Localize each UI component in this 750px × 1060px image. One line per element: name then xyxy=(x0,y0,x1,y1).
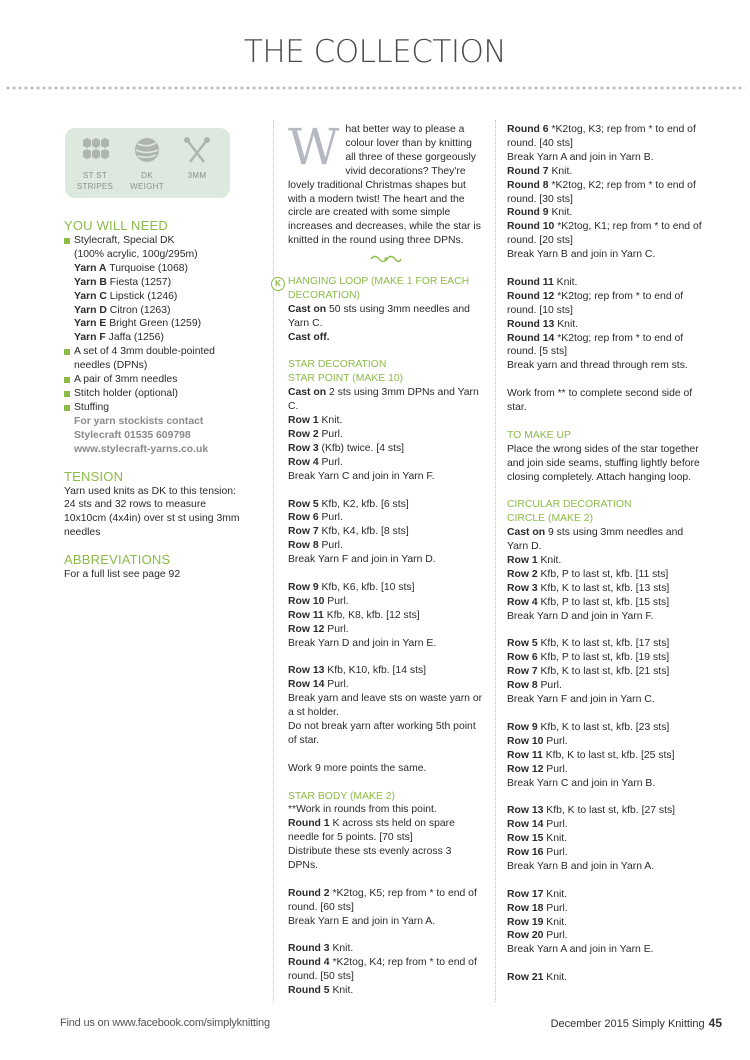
needles-icon xyxy=(182,136,212,164)
instruction: Break Yarn D and join in Yarn E. xyxy=(288,637,437,649)
drop-cap: W xyxy=(288,118,340,176)
pattern-column-right xyxy=(507,123,707,985)
instruction: Break Yarn E and join in Yarn A. xyxy=(288,915,436,927)
instruction: Break Yarn A and join in Yarn E. xyxy=(507,944,654,956)
row: Row 2 Purl. xyxy=(288,429,343,441)
dotted-divider xyxy=(5,86,745,90)
yarn-item: Yarn C Lipstick (1246) xyxy=(74,290,178,302)
row: Row 12 Purl. xyxy=(288,623,349,635)
instruction: Distribute these sts evenly across 3 DPNs. xyxy=(288,846,452,872)
round: Round 7 Knit. xyxy=(507,165,573,177)
round: Round 10 *K2tog, K1; rep from * to end of round. [20 sts] xyxy=(507,221,702,247)
row: Row 7 Kfb, K4, kfb. [8 sts] xyxy=(288,526,409,538)
instruction: Break yarn and thread through rem sts. xyxy=(507,360,688,372)
intro-paragraph: W hat better way to please a colour lover than by knitting all three of these gorgeously vivid decorations? They're lovely traditional Christmas shapes but with a modern twist! The heart and the circle are created with some simple increases and decreases, while the star is knitted in the round using three DPNs. xyxy=(288,118,481,247)
row: Row 19 Knit. xyxy=(507,916,568,928)
list-item: A set of 4 3mm double-pointed needles (DPNs) xyxy=(64,345,244,373)
round: Round 11 Knit. xyxy=(507,276,578,288)
row: Row 14 Purl. xyxy=(507,819,568,831)
row: Row 10 Purl. xyxy=(507,735,568,747)
instruction: Break Yarn A and join in Yarn B. xyxy=(507,151,654,163)
issue-label: December 2015 Simply Knitting xyxy=(550,1018,705,1030)
stockist-phone: Stylecraft 01535 609798 xyxy=(74,429,191,441)
round: Round 1 K across sts held on spare needle for 5 points. [70 sts] xyxy=(288,818,455,844)
abbreviations-text: For a full list see page 92 xyxy=(64,569,181,581)
pattern-column-middle xyxy=(275,118,484,998)
yarn-item: Yarn E Bright Green (1259) xyxy=(74,318,202,330)
row: Row 1 Knit. xyxy=(288,415,343,427)
you-will-need-heading: YOU WILL NEED xyxy=(64,218,168,233)
row: Row 8 Purl. xyxy=(507,680,562,692)
row: Row 6 Purl. xyxy=(288,512,343,524)
instruction: Do not break yarn after working 5th point of star. xyxy=(288,721,476,746)
instruction: Cast off. xyxy=(288,331,330,343)
row: Row 18 Purl. xyxy=(507,902,568,914)
make-up-heading: TO MAKE UP xyxy=(507,429,571,441)
round: Round 13 Knit. xyxy=(507,318,579,330)
row: Row 17 Knit. xyxy=(507,888,568,900)
flourish-icon xyxy=(369,254,403,264)
row: Row 12 Purl. xyxy=(507,763,568,775)
tension-text: Yarn used knits as DK to this tension: 24 sts and 32 rows to measure 10x10cm (4x4in) over st st using 3mm needles xyxy=(64,485,240,539)
row: Row 5 Kfb, K to last st, kfb. [17 sts] xyxy=(507,638,670,650)
round: Round 6 *K2tog, K3; rep from * to end of round. [40 sts] xyxy=(507,124,696,149)
instruction: Break Yarn C and join in Yarn F. xyxy=(288,470,435,482)
round: Round 5 Knit. xyxy=(288,985,354,997)
st-st-stripes: ST ST STRIPES xyxy=(71,136,119,191)
page-number: 45 xyxy=(708,1016,722,1030)
row: Row 11 Kfb, K to last st, kfb. [25 sts] xyxy=(507,749,675,761)
yarn-item: Yarn F Jaffa (1256) xyxy=(74,332,164,344)
round: Round 8 *K2tog, K2; rep from * to end of round. [30 sts] xyxy=(507,179,696,205)
row: Row 8 Purl. xyxy=(288,540,343,552)
page-title: THE COLLECTION xyxy=(243,34,507,70)
stockist-line: For yarn stockists contact xyxy=(74,415,204,427)
stockist-website[interactable]: www.stylecraft-yarns.co.uk xyxy=(74,443,209,455)
row: Row 15 Knit. xyxy=(507,833,568,845)
instruction: Break Yarn B and join in Yarn A. xyxy=(507,860,655,872)
yarn-item: Yarn D Citron (1263) xyxy=(74,304,171,316)
round: Round 12 *K2tog; rep from * to end of round. [10 sts] xyxy=(507,290,684,316)
tension-heading: TENSION xyxy=(64,468,124,484)
row: Row 9 Kfb, K6, kfb. [10 sts] xyxy=(288,581,415,593)
row: Row 16 Purl. xyxy=(507,847,568,859)
instruction: Cast on 2 sts using 3mm DPNs and Yarn C. xyxy=(288,387,479,413)
sidebar-column xyxy=(64,218,244,582)
instruction: Break Yarn F and join in Yarn C. xyxy=(507,694,655,706)
round: Round 3 Knit. xyxy=(288,943,354,955)
row: Row 2 Kfb, P to last st, kfb. [11 sts] xyxy=(507,568,669,580)
dk-weight: DK WEIGHT xyxy=(123,136,171,191)
yarn-item: Yarn B Fiesta (1257) xyxy=(74,276,172,288)
instruction: Work from ** to complete second side of star. xyxy=(507,388,693,414)
round: Round 4 *K2tog, K4; rep from * to end of round. [50 sts] xyxy=(288,957,477,983)
column-divider xyxy=(273,120,274,1002)
instruction: Break Yarn F and join in Yarn D. xyxy=(288,554,436,566)
needle-size: 3MM xyxy=(173,136,221,180)
yarn-list xyxy=(64,262,244,345)
row: Row 10 Purl. xyxy=(288,595,349,607)
row: Row 7 Kfb, K to last st, kfb. [21 sts] xyxy=(507,666,670,678)
list-item: Stitch holder (optional) xyxy=(64,387,244,401)
circle-heading: CIRCULAR DECORATION xyxy=(507,499,632,511)
instruction: Work 9 more points the same. xyxy=(288,762,427,774)
row: Row 5 Kfb, K2, kfb. [6 sts] xyxy=(288,498,409,510)
round: Round 2 *K2tog, K5; rep from * to end of round. [60 sts] xyxy=(288,887,477,913)
star-body-heading: STAR BODY (MAKE 2) xyxy=(288,790,396,802)
circle-sub-heading: CIRCLE (MAKE 2) xyxy=(507,513,594,525)
row: Row 13 Kfb, K10, kfb. [14 sts] xyxy=(288,665,427,677)
list-item: Stylecraft, Special DK (100% acrylic, 100g/295m) xyxy=(64,234,244,262)
row: Row 3 Kfb, K to last st, kfb. [13 sts] xyxy=(507,582,670,594)
row: Row 6 Kfb, P to last st, kfb. [19 sts] xyxy=(507,652,670,664)
instruction: **Work in rounds from this point. xyxy=(288,804,437,816)
facebook-link[interactable]: Find us on www.facebook.com/simplyknitting xyxy=(60,1017,270,1029)
footer-issue xyxy=(551,1016,722,1030)
instruction: Cast on 9 sts using 3mm needles and Yarn D. xyxy=(507,527,684,553)
row: Row 4 Purl. xyxy=(288,456,343,468)
yarn-item: Yarn A Turquoise (1068) xyxy=(74,262,188,274)
star-heading: STAR DECORATION xyxy=(288,359,387,371)
round: Round 14 *K2tog; rep from * to end of round. [5 sts] xyxy=(507,332,684,358)
pattern-info-box xyxy=(65,128,230,198)
column-divider xyxy=(495,120,496,1002)
make-up-text: Place the wrong sides of the star together and join side seams, stuffing lightly before closing completely. Attach hanging loop. xyxy=(507,443,700,483)
instruction: Break Yarn B and join in Yarn C. xyxy=(507,249,656,261)
row: Row 11 Kfb, K8, kfb. [12 sts] xyxy=(288,609,420,621)
instruction: Break Yarn C and join in Yarn B. xyxy=(507,777,656,789)
star-point-heading: STAR POINT (MAKE 10) xyxy=(288,373,404,385)
hanging-loop-heading: K HANGING LOOP (MAKE 1 FOR EACH DECORATION) xyxy=(288,275,484,303)
knit-k-badge: K xyxy=(271,277,285,291)
instruction: Break Yarn D and join in Yarn F. xyxy=(507,610,654,622)
row: Row 20 Purl. xyxy=(507,930,568,942)
row: Row 3 (Kfb) twice. [4 sts] xyxy=(288,442,405,454)
list-item: Stuffing xyxy=(64,401,244,415)
row: Row 1 Knit. xyxy=(507,555,562,567)
list-item: A pair of 3mm needles xyxy=(64,373,244,387)
row: Row 21 Knit. xyxy=(507,972,568,984)
st-st-stripes-icon xyxy=(80,136,110,164)
row: Row 9 Kfb, K to last st, kfb. [23 sts] xyxy=(507,721,670,733)
yarn-ball-icon xyxy=(132,136,162,164)
row: Row 14 Purl. xyxy=(288,679,349,691)
round: Round 9 Knit. xyxy=(507,207,573,219)
row: Row 13 Kfb, K to last st, kfb. [27 sts] xyxy=(507,805,676,817)
instruction: Cast on 50 sts using 3mm needles and Yarn C. xyxy=(288,303,470,329)
instruction: Break yarn and leave sts on waste yarn or a st holder. xyxy=(288,693,483,719)
row: Row 4 Kfb, P to last st, kfb. [15 sts] xyxy=(507,596,670,608)
abbreviations-heading: ABBREVIATIONS xyxy=(64,552,171,568)
flourish-divider xyxy=(288,254,484,269)
